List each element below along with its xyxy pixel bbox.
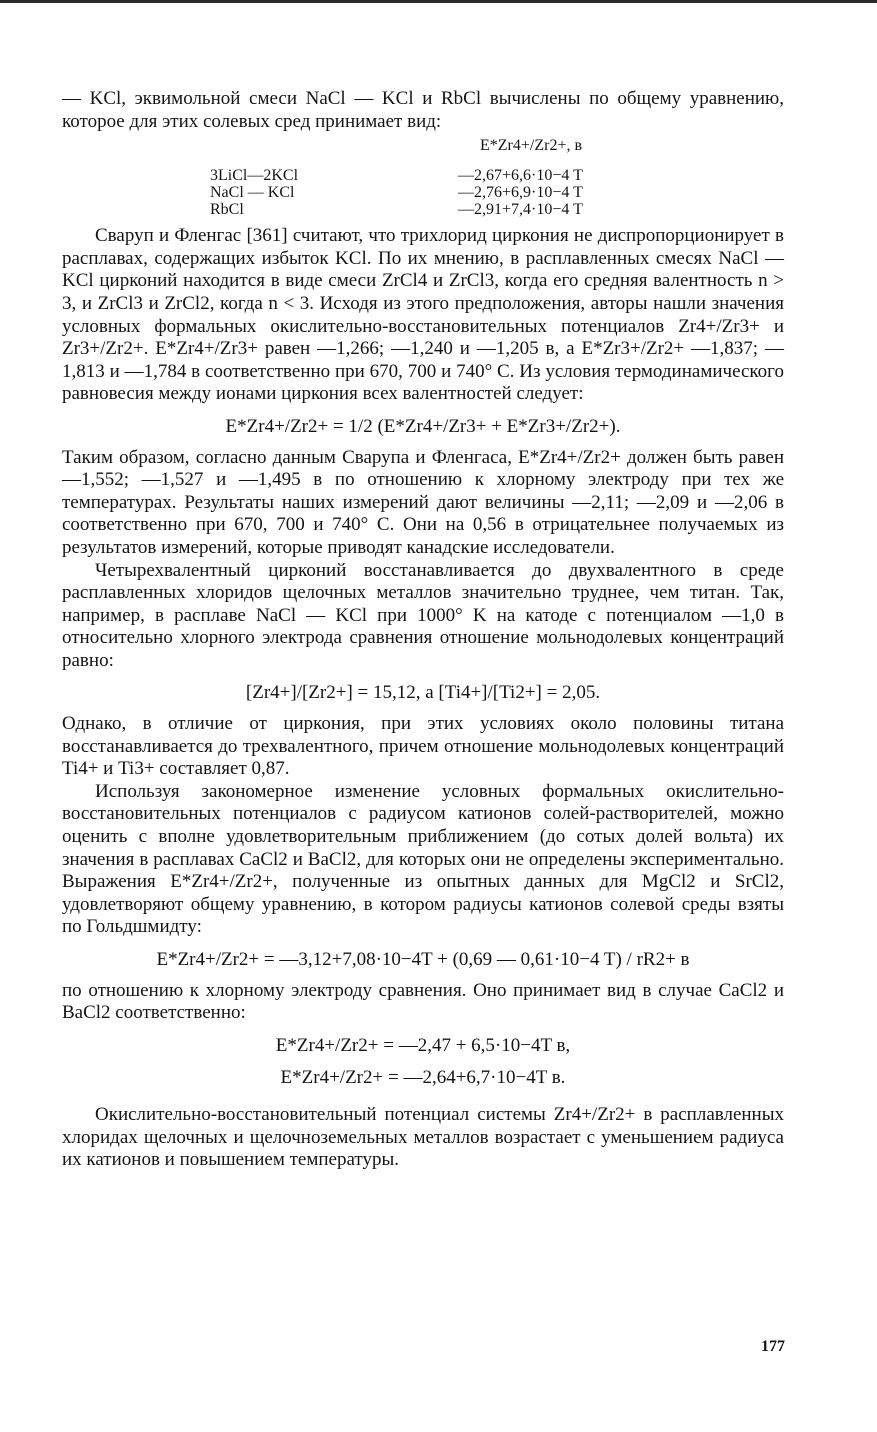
- table-header: E*Zr4+/Zr2+, в: [480, 137, 583, 155]
- page-number: 177: [761, 1338, 785, 1355]
- paragraph-comparison: Таким образом, согласно данным Сварупа и Фленгаса, E*Zr4+/Zr2+ должен быть равен —1,552; —1,527 и —1,495 в по отношению к хлорному электроду при тех же температурах. Результаты наших измерений дают величины —2,11; —2,09 и —2,06 в соответственно при 670, 700 и 740° C. Они на 0,56 в отрицательнее получаемых из результатов измерений, которые приводят канадские исследователи.: [62, 446, 784, 558]
- top-rule: [0, 0, 877, 3]
- paragraph-swarup: Сваруп и Фленгас [361] считают, что трихлорид циркония не диспропорционирует в расплавах, содержащих избыток KCl. По их мнению, в расплавленных смесях NaCl — KCl цирконий находится в виде смеси ZrCl4 и ZrCl3, когда его средняя валентность n > 3, и ZrCl3 и ZrCl2, когда n < 3. Исходя из этого предположения, авторы нашли значения условных формальных окислительно-восстановительных потенциалов Zr4+/Zr3+ и Zr3+/Zr2+. E*Zr4+/Zr3+ равен —1,266; —1,240 и —1,205 в, а E*Zr3+/Zr2+ —1,837; —1,813 и —1,784 в соответственно при 670, 700 и 740° C. Из условия термодинамического равновесия между ионами циркония всех валентностей следует:: [62, 225, 784, 405]
- paragraph-conclusion: Окислительно-восстановительный потенциал системы Zr4+/Zr2+ в расплавленных хлоридах щелочных и щелочноземельных металлов возрастает с уменьшением радиуса их катионов и повышением температуры.: [62, 1103, 784, 1171]
- table-cell-salt: 3LiCl—2KCl: [210, 167, 299, 185]
- table-row: [210, 167, 770, 184]
- paragraph-titanium: Однако, в отличие от циркония, при этих условиях около половины титана восстанавливается до трехвалентного, причем отношение мольнодолевых концентраций Ti4+ и Ti3+ составляет 0,87.: [62, 713, 784, 780]
- table-row: [210, 184, 770, 201]
- table-cell-salt: RbCl: [210, 201, 244, 219]
- equation-concentration-ratio: [Zr4+]/[Zr2+] = 15,12, а [Ti4+]/[Ti2+] = 2,05.: [245, 682, 601, 704]
- equation-equilibrium: E*Zr4+/Zr2+ = 1/2 (E*Zr4+/Zr3+ + E*Zr3+/Zr2+).: [225, 415, 621, 437]
- paragraph-radius: Используя закономерное изменение условных формальных окислительно-восстановительных потенциалов с радиусом катионов солей-растворителей, можно оценить с вполне удовлетворительным приближением (до сотых долей вольта) их значения в расплавах CaCl2 и BaCl2, для которых они не определены экспериментально. Выражения E*Zr4+/Zr2+, полученные из опытных данных для MgCl2 и SrCl2, удовлетворяют общему уравнению, в котором радиусы катионов солевой среды взяты по Гольдшмидту:: [62, 780, 784, 938]
- table-cell-formula: —2,76+6,9·10−4 T: [458, 184, 583, 202]
- equation-bacl2: E*Zr4+/Zr2+ = —2,64+6,7·10−4T в.: [280, 1067, 566, 1089]
- paragraph-reduction: Четырехвалентный цирконий восстанавливается до двухвалентного в среде расплавленных хлоридов щелочных металлов значительно труднее, чем титан. Так, например, в расплаве NaCl — KCl при 1000° K на катоде с потенциалом —1,0 в относительно хлорного электрода сравнения отношение мольнодолевых концентраций равно:: [62, 559, 784, 671]
- paragraph-reference: по отношению к хлорному электроду сравнения. Оно принимает вид в случае CaCl2 и BaCl2 соответственно:: [62, 979, 784, 1024]
- potential-table: [62, 137, 784, 225]
- table-cell-salt: NaCl — KCl: [210, 184, 295, 202]
- equation-general: E*Zr4+/Zr2+ = —3,12+7,08·10−4T + (0,69 — 0,61·10−4 T) / rR2+ в: [156, 949, 690, 970]
- equation-cacl2: E*Zr4+/Zr2+ = —2,47 + 6,5·10−4T в,: [275, 1034, 571, 1056]
- table-cell-formula: —2,91+7,4·10−4 T: [458, 201, 583, 219]
- table-row: [210, 201, 770, 218]
- paragraph-intro: — KCl, эквимольной смеси NaCl — KCl и RbCl вычислены по общему уравнению, которое для этих солевых сред принимает вид:: [62, 88, 784, 132]
- table-cell-formula: —2,67+6,6·10−4 T: [458, 167, 583, 185]
- page-body: [62, 88, 784, 1172]
